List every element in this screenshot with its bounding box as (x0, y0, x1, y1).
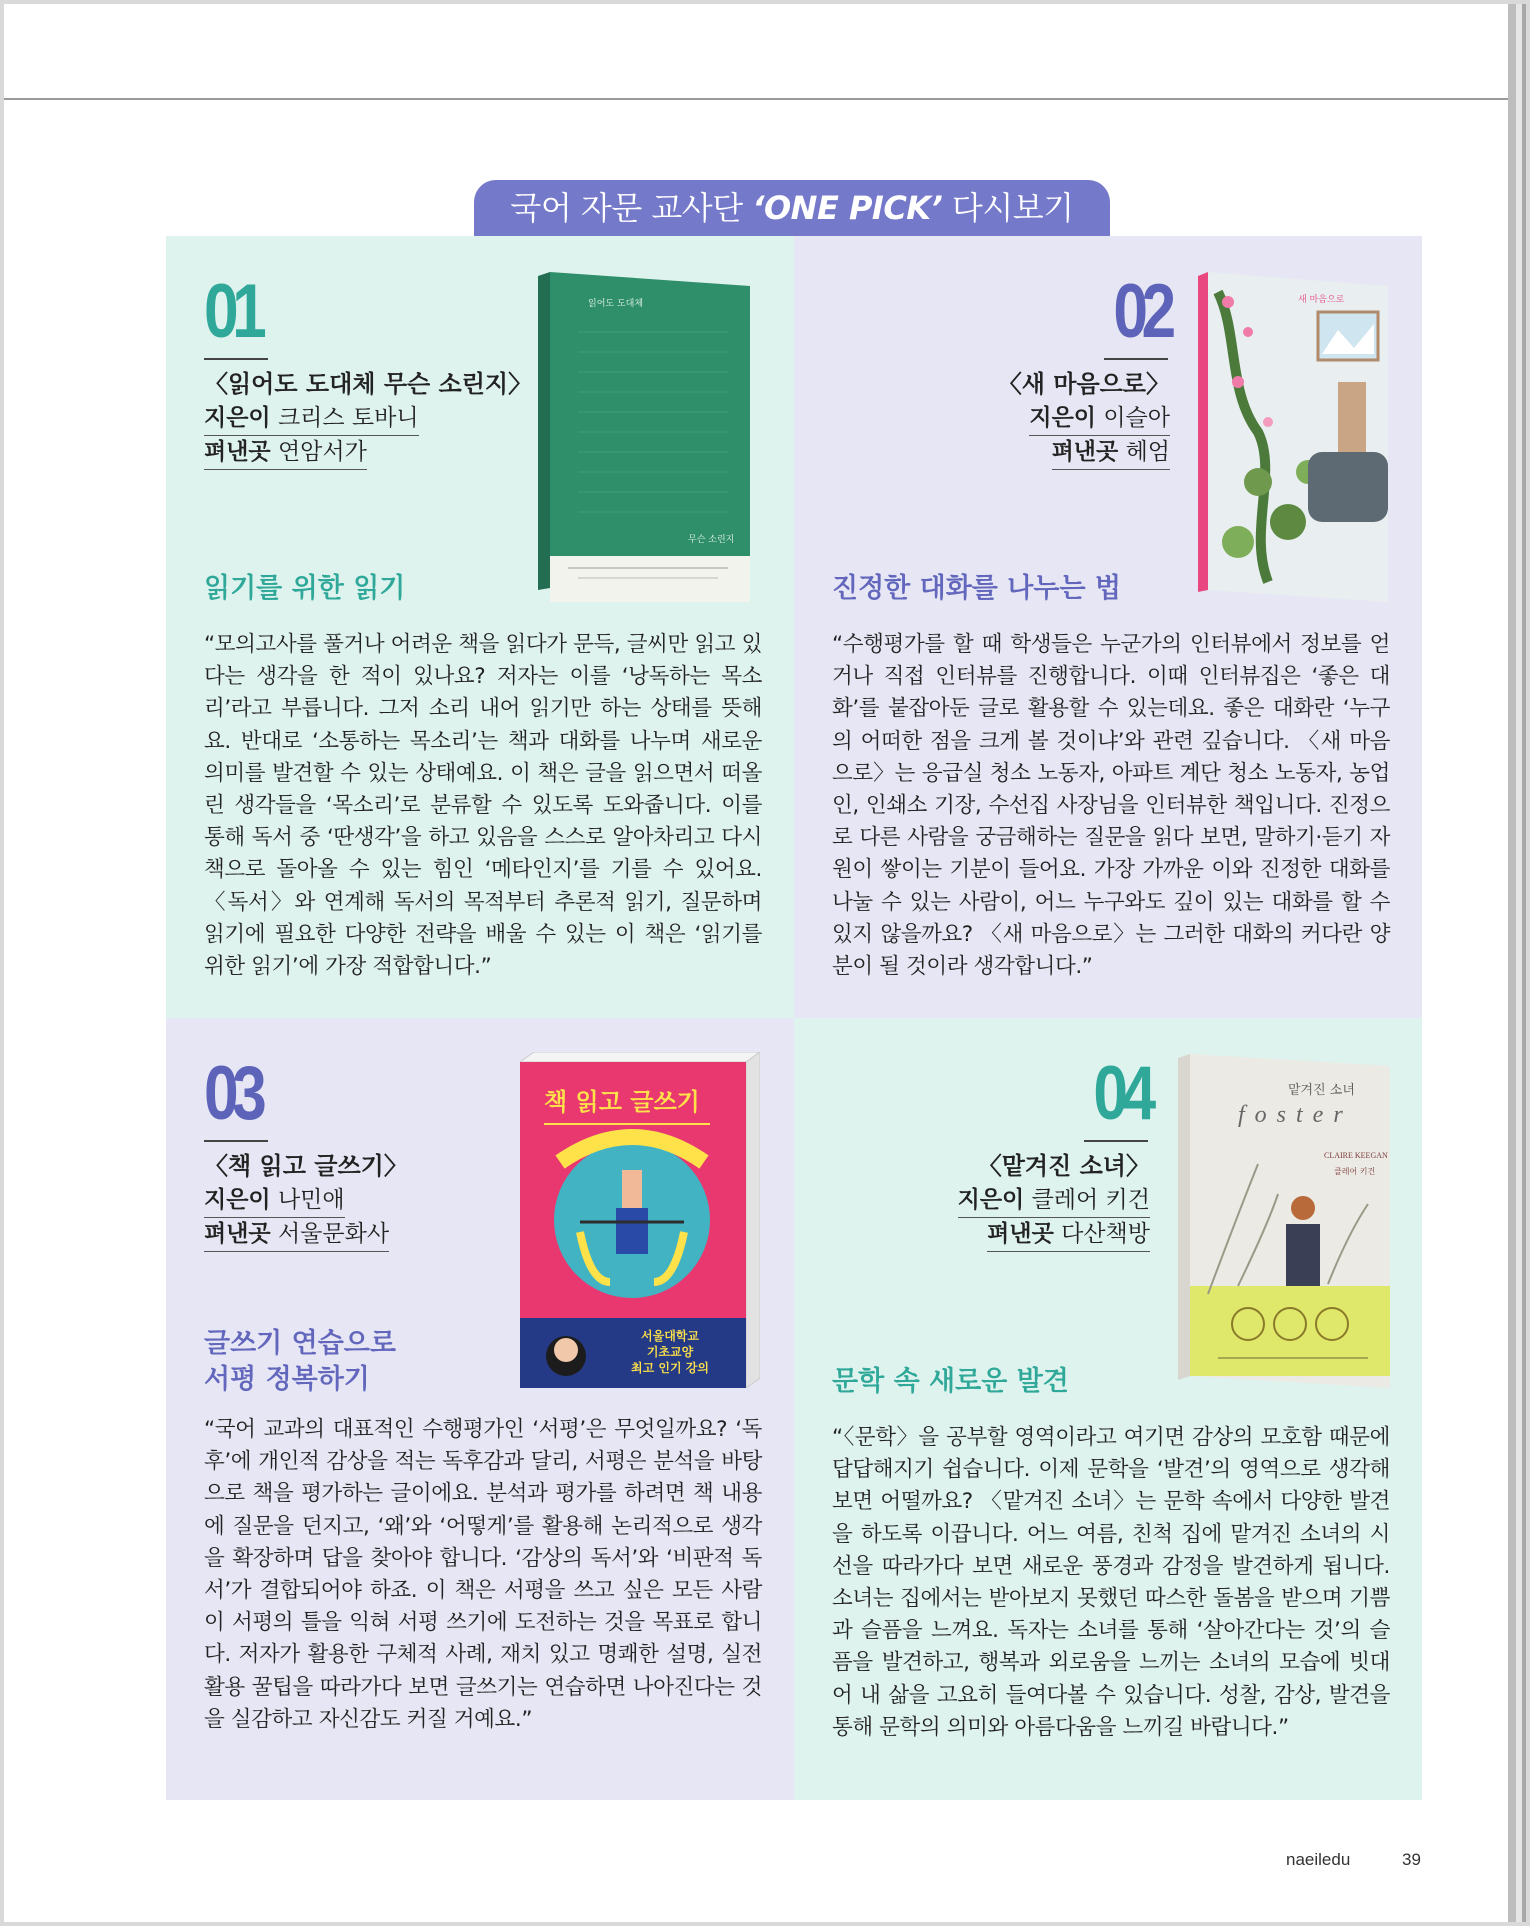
pick-panel-03 (166, 1018, 794, 1800)
number-underline (204, 358, 268, 360)
cover-badge-line3: 최고 인기 강의 (631, 1361, 709, 1375)
book-cover-image (520, 1052, 760, 1388)
book-cover-image (1198, 272, 1388, 602)
pick-number: 04 (1093, 1051, 1150, 1136)
pick-panel-02 (794, 236, 1422, 1018)
book-meta (204, 1150, 408, 1252)
book-title: 〈맡겨진 소녀〉 (977, 1152, 1150, 1180)
banner-prefix: 국어 자문 교사단 (510, 189, 753, 227)
number-underline (1084, 1140, 1148, 1142)
pick-description: “〈문학〉을 공부할 영역이라고 여기면 감상의 모호함 때문에 답답해지기 쉽습니다. 이제 문학을 ‘발견’의 영역으로 생각해보면 어떨까요? 〈맡겨진 소녀〉는 문학 속에서 다양한 발견을 하도록 이끕니다. 어느 여름, 친척 집에 맡겨진 소녀의 시선을 따라가다 보면 새로운 풍경과 감정을 발견하게 됩니다. 소녀는 집에서는 받아보지 못했던 따스한 돌봄을 받으며 기쁨과 슬픔을 느껴요. 독자는 소녀를 통해 ‘살아간다는 것’의 슬픔을 발견하고, 행복과 외로움을 느끼는 소녀의 모습에 빗대어 내 삶을 고요히 들여다볼 수 있습니다. 성찰, 감상, 발견을 통해 문학의 의미와 아름다움을 느끼길 바랍니다.” (832, 1425, 1390, 1740)
pick-subtitle (204, 1326, 396, 1398)
picks-grid (166, 236, 1422, 1800)
pick-subtitle: 진정한 대화를 나누는 법 (832, 573, 1122, 604)
pick-subtitle: 문학 속 새로운 발견 (832, 1366, 1069, 1397)
cover-author-en: CLAIRE KEEGAN (1324, 1151, 1388, 1160)
author-key: 지은이 (204, 1187, 271, 1213)
cover-badge-line2: 기초교양 (646, 1345, 694, 1359)
footer-site: naeiledu (1286, 1850, 1351, 1869)
pick-panel-04 (794, 1018, 1422, 1800)
header-rule (4, 98, 1508, 100)
number-underline (1104, 358, 1168, 360)
book-meta (204, 368, 532, 470)
book-author: 나민애 (277, 1187, 345, 1213)
book-author: 이슬아 (1103, 405, 1170, 431)
book-author: 크리스 토바니 (277, 405, 419, 431)
pick-number: 02 (1113, 269, 1170, 354)
book-publisher: 서울문화사 (277, 1221, 390, 1247)
banner-highlight: ‘ONE PICK’ (752, 189, 943, 227)
pick-panel-01 (166, 236, 794, 1018)
book-title: 〈읽어도 도대체 무슨 소린지〉 (204, 370, 533, 398)
cover-caption: 무슨 소린지 (688, 535, 735, 545)
pick-subtitle-line2: 서평 정복하기 (204, 1364, 370, 1395)
cover-title-small: 읽어도 도대체 (588, 299, 644, 309)
book-publisher: 다산책방 (1061, 1221, 1150, 1247)
book-author: 클레어 키건 (1031, 1187, 1150, 1213)
pick-description: “수행평가를 할 때 학생들은 누군가의 인터뷰에서 정보를 얻거나 직접 인터뷰를 진행합니다. 이때 인터뷰집은 ‘좋은 대화’를 붙잡아둔 글로 활용할 수 있는데요. 좋은 대화란 ‘누구의 어떠한 점을 크게 볼 것이냐’와 관련 깊습니다. 〈새 마음으로〉는 응급실 청소 노동자, 아파트 계단 청소 노동자, 농업인, 인쇄소 기장, 수선집 사장님을 인터뷰한 책입니다. 진정으로 다른 사람을 궁금해하는 질문을 읽다 보면, 말하기·듣기 자원이 쌓이는 기분이 들어요. 가장 가까운 이와 진정한 대화를 나눌 수 있는 사람이, 어느 누구와도 깊이 있는 대화를 할 수 있지 않을까요? 〈새 마음으로〉는 그러한 대화의 커다란 양분이 될 것이라 생각합니다.” (832, 632, 1390, 980)
book-publisher: 연암서가 (277, 439, 367, 465)
book-publisher: 헤엄 (1125, 439, 1170, 465)
author-key: 지은이 (1029, 405, 1097, 431)
book-title: 〈새 마음으로〉 (997, 370, 1170, 398)
pick-number: 01 (204, 269, 261, 354)
cover-script: foster (1238, 1102, 1353, 1128)
pick-description: “국어 교과의 대표적인 수행평가인 ‘서평’은 무엇일까요? ‘독후’에 개인적 감상을 적는 독후감과 달리, 서평은 분석을 바탕으로 책을 평가하는 글이에요. 분석과 평가를 하려면 책 내용에 질문을 던지고, ‘왜’와 ‘어떻게’를 활용해 논리적으로 생각을 확장하며 답을 찾아야 합니다. ‘감상의 독서’와 ‘비판적 독서’가 결합되어야 하죠. 이 책은 서평을 쓰고 싶은 모든 사람이 서평의 틀을 익혀 서평 쓰기에 도전하는 것을 목표로 합니다. 저자가 활용한 구체적 사례, 재치 있고 명쾌한 설명, 실전 활용 꿀팁을 따라가다 보면 글쓰기는 연습하면 나아진다는 것을 실감하고 자신감도 커질 거예요.” (204, 1417, 762, 1732)
publisher-key: 펴낸곳 (204, 439, 271, 465)
magazine-page (4, 4, 1508, 1922)
publisher-key: 펴낸곳 (204, 1221, 271, 1247)
cover-title-small: 새 마음으로 (1298, 295, 1345, 305)
section-banner (474, 180, 1110, 236)
cover-author-ko: 클레어 키건 (1334, 1167, 1376, 1176)
pick-description: “모의고사를 풀거나 어려운 책을 읽다가 문득, 글씨만 읽고 있다는 생각을 한 적이 있나요? 저자는 이를 ‘낭독하는 목소리’라고 부릅니다. 그저 소리 내어 읽기만 하는 상태를 뜻해요. 반대로 ‘소통하는 목소리’는 책과 대화를 나누며 새로운 의미를 발견할 수 있는 상태예요. 이 책은 글을 읽으면서 떠올린 생각들을 ‘목소리’로 분류할 수 있도록 도와줍니다. 이를 통해 독서 중 ‘딴생각’을 하고 있음을 스스로 알아차리고 다시 책으로 돌아올 수 있는 힘인 ‘메타인지’를 기를 수 있어요. 〈독서〉와 연계해 독서의 목적부터 추론적 읽기, 질문하며 읽기에 필요한 다양한 전략을 배울 수 있는 이 책은 ‘읽기를 위한 읽기’에 가장 적합합니다.” (204, 632, 762, 980)
book-cover-image (538, 272, 750, 602)
pick-subtitle-line1: 글쓰기 연습으로 (204, 1328, 396, 1359)
book-cover-image (1178, 1054, 1390, 1388)
footer-page-number: 39 (1402, 1850, 1421, 1869)
book-meta (998, 368, 1170, 470)
pick-number: 03 (204, 1051, 261, 1136)
author-key: 지은이 (957, 1187, 1025, 1213)
book-meta (958, 1150, 1150, 1252)
publisher-key: 펴낸곳 (1051, 439, 1119, 465)
banner-suffix: 다시보기 (942, 189, 1074, 227)
number-underline (204, 1140, 268, 1142)
cover-title: 맡겨진 소녀 (1288, 1083, 1355, 1098)
cover-badge-line1: 서울대학교 (641, 1329, 699, 1343)
pick-subtitle: 읽기를 위한 읽기 (204, 573, 406, 604)
book-title: 〈책 읽고 글쓰기〉 (204, 1152, 408, 1180)
author-key: 지은이 (204, 405, 271, 431)
cover-title: 책 읽고 글쓰기 (544, 1088, 700, 1116)
publisher-key: 펴낸곳 (987, 1221, 1054, 1247)
